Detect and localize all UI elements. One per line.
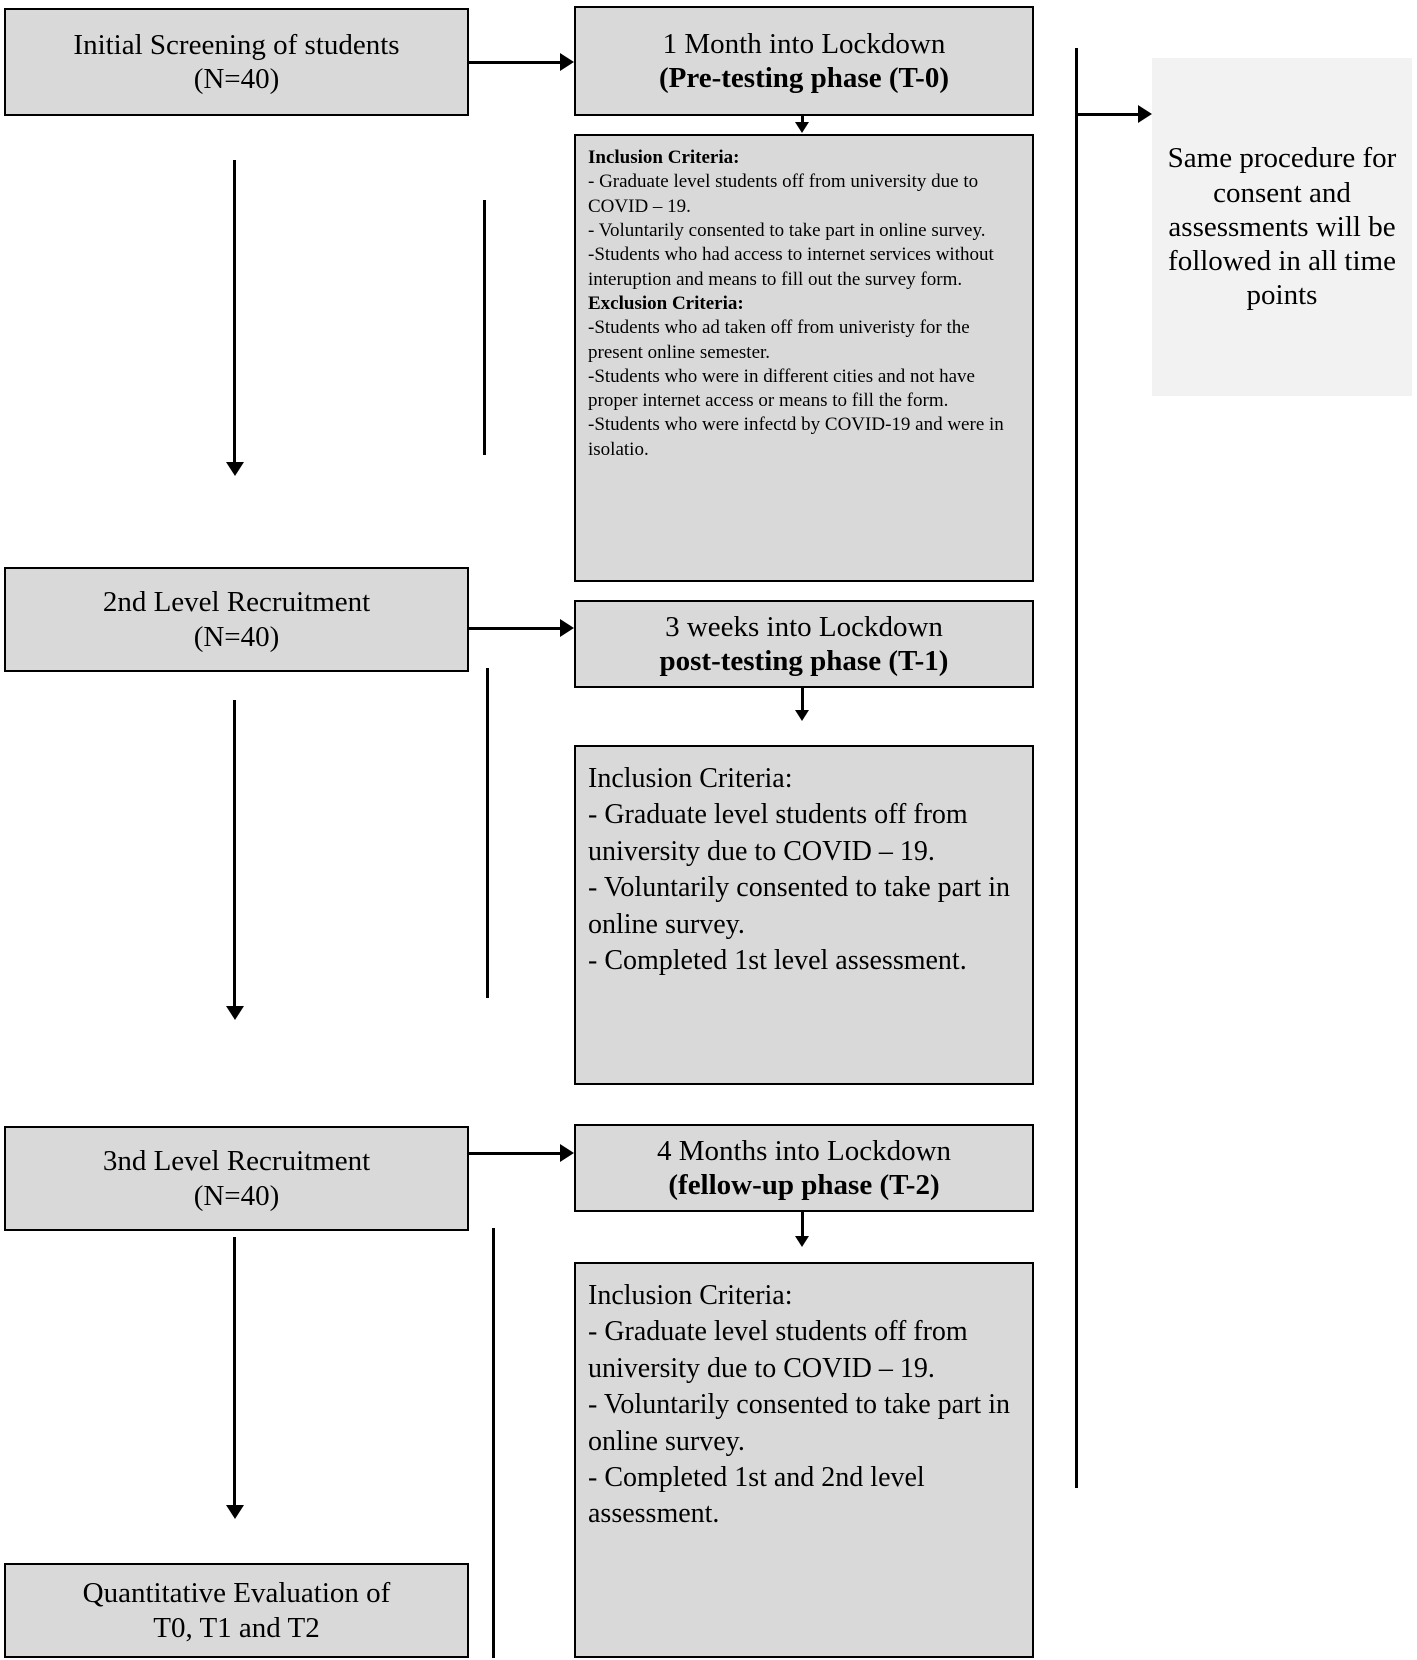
criteria-t1-item-1: - Graduate level students off from university due to COVID – 19.	[588, 799, 968, 867]
criteria-t2-item-2: - Voluntarily consented to take part in online survey.	[588, 1389, 1010, 1457]
box-3rd-level-recruitment-line1: 3nd Level Recruitment	[102, 1145, 371, 1178]
criteria-t2-heading: Inclusion Criteria:	[588, 1280, 793, 1311]
note-same-procedure	[1152, 58, 1412, 396]
arrowhead-3rd-to-t2	[560, 1144, 574, 1162]
connector-screening-to-t0	[469, 61, 561, 64]
arrowhead-t1-to-criteria	[795, 710, 809, 721]
note-same-procedure-text: Same procedure for consent and assessments will be followed in all time points	[1167, 142, 1397, 312]
connector-note-vertical	[1075, 48, 1078, 1488]
box-2nd-level-recruitment	[4, 567, 469, 672]
box-3rd-level-recruitment	[4, 1126, 469, 1231]
criteria-t0-exclusion-item-2: -Students who were in different cities and not have proper internet access or means to fill the form.	[588, 365, 975, 412]
marker-line-criteria-t1	[486, 668, 489, 998]
arrowhead-t0-to-criteria	[795, 122, 809, 133]
box-2nd-level-recruitment-line2: (N=40)	[193, 620, 280, 653]
arrowhead-screening-to-t0	[560, 53, 574, 71]
marker-line-criteria-t2	[492, 1228, 495, 1658]
box-phase-t2-line2: (fellow-up phase (T-2)	[668, 1169, 940, 1201]
criteria-t0-inclusion-item-3: -Students who had access to internet services without interuption and means to fill out the survey form.	[588, 244, 994, 290]
box-quantitative-evaluation-line2: T0, T1 and T2	[153, 1611, 320, 1644]
box-phase-t0-line2: (Pre-testing phase (T-0)	[659, 62, 949, 94]
box-phase-t0	[574, 6, 1034, 116]
criteria-t0-exclusion-heading: Exclusion Criteria:	[588, 292, 744, 314]
box-phase-t2-line1: 4 Months into Lockdown	[656, 1134, 952, 1167]
connector-screening-to-2nd	[233, 160, 236, 470]
arrowhead-t2-to-criteria	[795, 1236, 809, 1247]
criteria-t0-inclusion-item-1: - Graduate level students off from university due to COVID – 19.	[588, 171, 979, 217]
box-initial-screening-line2: (N=40)	[193, 63, 280, 95]
criteria-t2-item-1: - Graduate level students off from university due to COVID – 19.	[588, 1316, 968, 1384]
box-phase-t2	[574, 1124, 1034, 1212]
box-3rd-level-recruitment-line2: (N=40)	[193, 1179, 280, 1212]
criteria-t1-heading: Inclusion Criteria:	[588, 763, 793, 794]
arrowhead-3rd-to-evaluation	[226, 1505, 244, 1519]
arrowhead-2nd-to-3rd	[226, 1006, 244, 1020]
box-initial-screening-line1: Initial Screening of students	[73, 28, 400, 61]
connector-3rd-to-t2	[469, 1152, 561, 1155]
criteria-t1-item-2: - Voluntarily consented to take part in online survey.	[588, 872, 1010, 940]
criteria-t2-item-3: - Completed 1st and 2nd level assessment.	[588, 1461, 925, 1530]
connector-2nd-to-t1	[469, 627, 561, 630]
box-criteria-t1	[574, 745, 1034, 1085]
box-criteria-t0	[574, 134, 1034, 582]
box-quantitative-evaluation-line1: Quantitative Evaluation of	[82, 1577, 391, 1610]
connector-note-horizontal	[1075, 113, 1141, 116]
connector-2nd-to-3rd	[233, 700, 236, 1012]
box-phase-t0-line1: 1 Month into Lockdown	[662, 27, 946, 60]
criteria-t0-exclusion-item-1: -Students who ad taken off from univeristy for the present online semester.	[588, 317, 970, 363]
criteria-t0-inclusion-item-2: - Voluntarily consented to take part in online survey.	[588, 219, 986, 241]
box-initial-screening	[4, 8, 469, 116]
box-phase-t1-line1: 3 weeks into Lockdown	[665, 610, 943, 643]
arrowhead-screening-to-2nd	[226, 462, 244, 476]
criteria-t0-exclusion-item-3: -Students who were infectd by COVID-19 and were in isolatio.	[588, 414, 1004, 460]
connector-3rd-to-evaluation	[233, 1237, 236, 1512]
arrowhead-2nd-to-t1	[560, 619, 574, 637]
criteria-t0-inclusion-heading: Inclusion Criteria:	[588, 147, 740, 168]
box-criteria-t2	[574, 1262, 1034, 1658]
box-2nd-level-recruitment-line1: 2nd Level Recruitment	[102, 586, 371, 619]
criteria-t1-item-3: - Completed 1st level assessment.	[588, 944, 967, 976]
box-phase-t1	[574, 600, 1034, 688]
box-quantitative-evaluation	[4, 1563, 469, 1658]
box-phase-t1-line2: post-testing phase (T-1)	[659, 645, 949, 677]
marker-line-criteria-t0	[483, 200, 486, 455]
arrowhead-note	[1138, 105, 1152, 123]
